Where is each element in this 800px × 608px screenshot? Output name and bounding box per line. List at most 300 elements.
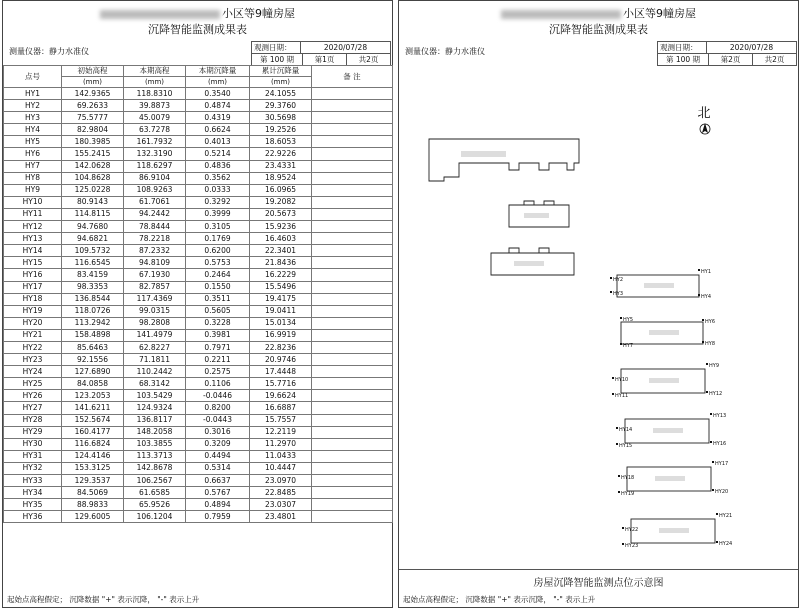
cumulative-settlement: 16.0965 bbox=[250, 184, 312, 196]
period-settlement: 0.5605 bbox=[186, 305, 250, 317]
point-label: HY11 bbox=[615, 393, 629, 399]
monitoring-point-marker bbox=[610, 277, 612, 279]
point-id: HY19 bbox=[4, 305, 62, 317]
remark-cell bbox=[312, 390, 393, 402]
cumulative-settlement: 19.2082 bbox=[250, 196, 312, 208]
table-row bbox=[4, 208, 393, 220]
monitoring-point-marker bbox=[612, 377, 614, 379]
remark-cell bbox=[312, 257, 393, 269]
table-row bbox=[4, 160, 393, 172]
current-elevation: 108.9263 bbox=[124, 184, 186, 196]
remark-cell bbox=[312, 305, 393, 317]
monitoring-point-marker bbox=[612, 393, 614, 395]
point-id: HY15 bbox=[4, 257, 62, 269]
current-elevation: 99.0315 bbox=[124, 305, 186, 317]
point-label: HY12 bbox=[709, 391, 723, 397]
table-row bbox=[4, 172, 393, 184]
point-label: HY3 bbox=[613, 291, 623, 297]
cumulative-settlement: 12.2119 bbox=[250, 426, 312, 438]
period-settlement: 0.1106 bbox=[186, 378, 250, 390]
initial-elevation: 88.9833 bbox=[62, 499, 124, 511]
building-f bbox=[621, 369, 705, 393]
period-settlement: 0.5767 bbox=[186, 487, 250, 499]
cumulative-settlement: 16.6887 bbox=[250, 402, 312, 414]
period-settlement: 0.4013 bbox=[186, 136, 250, 148]
remark-cell bbox=[312, 136, 393, 148]
current-elevation: 68.3142 bbox=[124, 378, 186, 390]
monitoring-point-marker bbox=[698, 294, 700, 296]
point-id: HY29 bbox=[4, 426, 62, 438]
point-id: HY25 bbox=[4, 378, 62, 390]
monitoring-point-marker bbox=[620, 317, 622, 319]
cumulative-settlement: 23.4801 bbox=[250, 511, 312, 523]
current-elevation: 94.8109 bbox=[124, 257, 186, 269]
obs-date-label: 观测日期： bbox=[254, 43, 292, 52]
cumulative-settlement: 15.0134 bbox=[250, 317, 312, 329]
table-row bbox=[4, 100, 393, 112]
current-elevation: 103.3855 bbox=[124, 438, 186, 450]
initial-elevation: 75.5777 bbox=[62, 112, 124, 124]
table-row bbox=[4, 354, 393, 366]
period-settlement: 0.2575 bbox=[186, 366, 250, 378]
period-settlement: 0.7971 bbox=[186, 341, 250, 353]
unit: (mm) bbox=[186, 77, 250, 88]
monitoring-point-marker bbox=[616, 427, 618, 429]
redacted-text bbox=[501, 10, 621, 19]
point-id: HY2 bbox=[4, 100, 62, 112]
initial-elevation: 113.2942 bbox=[62, 317, 124, 329]
period-settlement: 0.3999 bbox=[186, 208, 250, 220]
point-id: HY30 bbox=[4, 438, 62, 450]
period: 第 100 期 bbox=[665, 55, 701, 64]
remark-cell bbox=[312, 160, 393, 172]
monitoring-point-marker bbox=[620, 343, 622, 345]
initial-elevation: 116.6824 bbox=[62, 438, 124, 450]
remark-cell bbox=[312, 438, 393, 450]
remark-cell bbox=[312, 450, 393, 462]
point-id: HY10 bbox=[4, 196, 62, 208]
obs-date: 2020/07/28 bbox=[300, 42, 390, 53]
initial-elevation: 142.9365 bbox=[62, 88, 124, 100]
current-elevation: 106.2567 bbox=[124, 475, 186, 487]
table-row bbox=[4, 390, 393, 402]
point-id: HY12 bbox=[4, 221, 62, 233]
point-id: HY31 bbox=[4, 450, 62, 462]
cumulative-settlement: 20.9746 bbox=[250, 354, 312, 366]
point-label: HY16 bbox=[713, 441, 727, 447]
table-row bbox=[4, 148, 393, 160]
initial-elevation: 141.6211 bbox=[62, 402, 124, 414]
point-id: HY20 bbox=[4, 317, 62, 329]
point-id: HY34 bbox=[4, 487, 62, 499]
point-label: HY1 bbox=[701, 269, 711, 275]
current-elevation: 124.9324 bbox=[124, 402, 186, 414]
left-footer: 起始点高程假定； 沉降数据 "+" 表示沉降， "-" 表示上升 bbox=[7, 595, 200, 604]
table-row bbox=[4, 438, 393, 450]
remark-cell bbox=[312, 281, 393, 293]
period-settlement: 0.4874 bbox=[186, 100, 250, 112]
unit: (mm) bbox=[62, 77, 124, 88]
remark-cell bbox=[312, 402, 393, 414]
right-header bbox=[399, 7, 798, 21]
cumulative-settlement: 16.9919 bbox=[250, 329, 312, 341]
right-meta-box bbox=[657, 41, 797, 66]
period-settlement: -0.0446 bbox=[186, 390, 250, 402]
current-elevation: 39.8873 bbox=[124, 100, 186, 112]
cumulative-settlement: 19.6624 bbox=[250, 390, 312, 402]
building-e bbox=[621, 322, 703, 344]
cumulative-settlement: 24.1055 bbox=[250, 88, 312, 100]
remark-cell bbox=[312, 233, 393, 245]
period-settlement: 0.6637 bbox=[186, 475, 250, 487]
period-settlement: 0.7959 bbox=[186, 511, 250, 523]
period-settlement: 0.3228 bbox=[186, 317, 250, 329]
remark-cell bbox=[312, 100, 393, 112]
period-settlement: 0.3016 bbox=[186, 426, 250, 438]
point-id: HY1 bbox=[4, 88, 62, 100]
table-row bbox=[4, 329, 393, 341]
current-elevation: 78.2218 bbox=[124, 233, 186, 245]
cumulative-settlement: 15.7716 bbox=[250, 378, 312, 390]
monitoring-point-marker bbox=[710, 441, 712, 443]
period-settlement: 0.6624 bbox=[186, 124, 250, 136]
table-row bbox=[4, 487, 393, 499]
initial-elevation: 92.1556 bbox=[62, 354, 124, 366]
monitoring-point-marker bbox=[702, 341, 704, 343]
initial-elevation: 94.6821 bbox=[62, 233, 124, 245]
initial-elevation: 153.3125 bbox=[62, 462, 124, 474]
initial-elevation: 114.8115 bbox=[62, 208, 124, 220]
monitoring-point-marker bbox=[616, 443, 618, 445]
point-label: HY10 bbox=[615, 377, 629, 383]
point-id: HY33 bbox=[4, 475, 62, 487]
current-elevation: 113.3713 bbox=[124, 450, 186, 462]
cumulative-settlement: 23.0970 bbox=[250, 475, 312, 487]
current-elevation: 67.1930 bbox=[124, 269, 186, 281]
point-label: HY13 bbox=[713, 413, 727, 419]
point-label: HY5 bbox=[623, 317, 633, 323]
remark-cell bbox=[312, 172, 393, 184]
point-label: HY21 bbox=[719, 513, 733, 519]
table-row bbox=[4, 269, 393, 281]
point-id: HY5 bbox=[4, 136, 62, 148]
initial-elevation: 127.6890 bbox=[62, 366, 124, 378]
cumulative-settlement: 17.4448 bbox=[250, 366, 312, 378]
remark-cell bbox=[312, 414, 393, 426]
remark-cell bbox=[312, 366, 393, 378]
monitoring-point-marker bbox=[716, 513, 718, 515]
table-row bbox=[4, 317, 393, 329]
current-elevation: 141.4979 bbox=[124, 329, 186, 341]
table-row bbox=[4, 366, 393, 378]
current-elevation: 61.6585 bbox=[124, 487, 186, 499]
cumulative-settlement: 16.2229 bbox=[250, 269, 312, 281]
building-b bbox=[509, 201, 569, 227]
current-elevation: 65.9526 bbox=[124, 499, 186, 511]
cumulative-settlement: 23.4331 bbox=[250, 160, 312, 172]
cumulative-settlement: 22.3401 bbox=[250, 245, 312, 257]
page-no: 第1页 bbox=[302, 54, 346, 65]
right-title: 沉降智能监测成果表 bbox=[549, 23, 648, 36]
period-settlement: 0.5214 bbox=[186, 148, 250, 160]
north-arrow bbox=[697, 106, 710, 134]
col-remark: 备 注 bbox=[312, 66, 393, 88]
initial-elevation: 129.3537 bbox=[62, 475, 124, 487]
period-settlement: 0.3209 bbox=[186, 438, 250, 450]
current-elevation: 117.4369 bbox=[124, 293, 186, 305]
current-elevation: 45.0079 bbox=[124, 112, 186, 124]
initial-elevation: 80.9143 bbox=[62, 196, 124, 208]
initial-elevation: 180.3985 bbox=[62, 136, 124, 148]
initial-elevation: 142.0628 bbox=[62, 160, 124, 172]
point-id: HY22 bbox=[4, 341, 62, 353]
monitoring-point-marker bbox=[710, 413, 712, 415]
results-table bbox=[3, 65, 393, 523]
current-elevation: 78.8444 bbox=[124, 221, 186, 233]
cumulative-settlement: 11.0433 bbox=[250, 450, 312, 462]
initial-elevation: 83.4159 bbox=[62, 269, 124, 281]
period-settlement: 0.4836 bbox=[186, 160, 250, 172]
period-settlement: 0.3511 bbox=[186, 293, 250, 305]
initial-elevation: 136.8544 bbox=[62, 293, 124, 305]
current-elevation: 82.7857 bbox=[124, 281, 186, 293]
current-elevation: 110.2442 bbox=[124, 366, 186, 378]
point-label: HY18 bbox=[621, 475, 635, 481]
point-id: HY32 bbox=[4, 462, 62, 474]
right-page bbox=[398, 0, 799, 608]
left-header bbox=[3, 7, 392, 21]
remark-cell bbox=[312, 341, 393, 353]
col-point: 点号 bbox=[4, 66, 62, 88]
current-elevation: 148.2058 bbox=[124, 426, 186, 438]
point-id: HY28 bbox=[4, 414, 62, 426]
current-elevation: 63.7278 bbox=[124, 124, 186, 136]
remark-cell bbox=[312, 426, 393, 438]
cumulative-settlement: 19.0411 bbox=[250, 305, 312, 317]
monitoring-point-marker bbox=[712, 489, 714, 491]
initial-elevation: 152.5674 bbox=[62, 414, 124, 426]
initial-elevation: 158.4898 bbox=[62, 329, 124, 341]
monitoring-point-marker bbox=[712, 461, 714, 463]
current-elevation: 161.7932 bbox=[124, 136, 186, 148]
table-row bbox=[4, 136, 393, 148]
current-elevation: 106.1204 bbox=[124, 511, 186, 523]
initial-elevation: 69.2633 bbox=[62, 100, 124, 112]
cumulative-settlement: 22.8485 bbox=[250, 487, 312, 499]
table-row bbox=[4, 402, 393, 414]
period-settlement: 0.1550 bbox=[186, 281, 250, 293]
point-label: HY23 bbox=[625, 543, 639, 549]
initial-elevation: 98.3353 bbox=[62, 281, 124, 293]
point-id: HY26 bbox=[4, 390, 62, 402]
table-row bbox=[4, 245, 393, 257]
remark-cell bbox=[312, 378, 393, 390]
remark-cell bbox=[312, 487, 393, 499]
monitoring-point-marker bbox=[706, 391, 708, 393]
remark-cell bbox=[312, 148, 393, 160]
remark-cell bbox=[312, 208, 393, 220]
cumulative-settlement: 15.5496 bbox=[250, 281, 312, 293]
remark-cell bbox=[312, 184, 393, 196]
initial-elevation: 125.0228 bbox=[62, 184, 124, 196]
remark-cell bbox=[312, 269, 393, 281]
cumulative-settlement: 19.4175 bbox=[250, 293, 312, 305]
point-id: HY14 bbox=[4, 245, 62, 257]
period-settlement: 0.3292 bbox=[186, 196, 250, 208]
col-cumulative: 累计沉降量 bbox=[250, 66, 312, 77]
remark-cell bbox=[312, 511, 393, 523]
cumulative-settlement: 15.9236 bbox=[250, 221, 312, 233]
initial-elevation: 118.0726 bbox=[62, 305, 124, 317]
initial-elevation: 123.2053 bbox=[62, 390, 124, 402]
table-row bbox=[4, 196, 393, 208]
north-label: 北 bbox=[697, 106, 711, 121]
monitoring-point-marker bbox=[706, 363, 708, 365]
remark-cell bbox=[312, 293, 393, 305]
point-id: HY24 bbox=[4, 366, 62, 378]
point-id: HY4 bbox=[4, 124, 62, 136]
redacted-text bbox=[100, 10, 220, 19]
obs-date: 2020/07/28 bbox=[706, 42, 796, 53]
remark-cell bbox=[312, 221, 393, 233]
table-row bbox=[4, 499, 393, 511]
cumulative-settlement: 23.0307 bbox=[250, 499, 312, 511]
left-page bbox=[2, 0, 393, 608]
period-settlement: 0.5753 bbox=[186, 257, 250, 269]
point-label: HY9 bbox=[709, 363, 719, 369]
remark-cell bbox=[312, 475, 393, 487]
monitoring-point-marker bbox=[618, 491, 620, 493]
point-label: HY2 bbox=[613, 277, 623, 283]
period-settlement: 0.2211 bbox=[186, 354, 250, 366]
period-settlement: 0.4894 bbox=[186, 499, 250, 511]
current-elevation: 142.8678 bbox=[124, 462, 186, 474]
header-suffix: 小区等9幢房屋 bbox=[623, 7, 696, 20]
page-no: 第2页 bbox=[708, 54, 752, 65]
table-row bbox=[4, 450, 393, 462]
point-id: HY35 bbox=[4, 499, 62, 511]
point-label: HY24 bbox=[719, 541, 733, 547]
cumulative-settlement: 11.2970 bbox=[250, 438, 312, 450]
col-current: 本期高程 bbox=[124, 66, 186, 77]
table-row bbox=[4, 233, 393, 245]
cumulative-settlement: 10.4447 bbox=[250, 462, 312, 474]
period-settlement: 0.4319 bbox=[186, 112, 250, 124]
current-elevation: 103.5429 bbox=[124, 390, 186, 402]
current-elevation: 71.1811 bbox=[124, 354, 186, 366]
initial-elevation: 155.2415 bbox=[62, 148, 124, 160]
point-id: HY6 bbox=[4, 148, 62, 160]
point-label: HY4 bbox=[701, 294, 711, 300]
point-label: HY19 bbox=[621, 491, 635, 497]
point-label: HY22 bbox=[625, 527, 639, 533]
period-settlement: 0.5314 bbox=[186, 462, 250, 474]
building-a bbox=[429, 139, 579, 181]
initial-elevation: 84.0858 bbox=[62, 378, 124, 390]
current-elevation: 136.8117 bbox=[124, 414, 186, 426]
remark-cell bbox=[312, 88, 393, 100]
building-h bbox=[627, 467, 711, 491]
remark-cell bbox=[312, 196, 393, 208]
table-row bbox=[4, 378, 393, 390]
point-id: HY17 bbox=[4, 281, 62, 293]
cumulative-settlement: 16.4603 bbox=[250, 233, 312, 245]
period-settlement: 0.3562 bbox=[186, 172, 250, 184]
map-title: 房屋沉降智能监测点位示意图 bbox=[399, 569, 798, 589]
obs-date-label: 观测日期： bbox=[660, 43, 698, 52]
right-footer: 起始点高程假定； 沉降数据 "+" 表示沉降， "-" 表示上升 bbox=[403, 595, 596, 604]
monitoring-point-marker bbox=[702, 319, 704, 321]
point-id: HY27 bbox=[4, 402, 62, 414]
point-id: HY7 bbox=[4, 160, 62, 172]
unit: (mm) bbox=[250, 77, 312, 88]
point-id: HY21 bbox=[4, 329, 62, 341]
table-row bbox=[4, 184, 393, 196]
remark-cell bbox=[312, 245, 393, 257]
point-id: HY8 bbox=[4, 172, 62, 184]
initial-elevation: 160.4177 bbox=[62, 426, 124, 438]
cumulative-settlement: 22.8236 bbox=[250, 341, 312, 353]
current-elevation: 132.3190 bbox=[124, 148, 186, 160]
header-suffix: 小区等9幢房屋 bbox=[222, 7, 295, 20]
table-row bbox=[4, 305, 393, 317]
period-settlement: -0.0443 bbox=[186, 414, 250, 426]
monitoring-point-marker bbox=[618, 475, 620, 477]
remark-cell bbox=[312, 329, 393, 341]
unit: (mm) bbox=[124, 77, 186, 88]
table-row bbox=[4, 426, 393, 438]
period-settlement: 0.1769 bbox=[186, 233, 250, 245]
left-title: 沉降智能监测成果表 bbox=[148, 23, 247, 36]
initial-elevation: 82.9804 bbox=[62, 124, 124, 136]
cumulative-settlement: 22.9226 bbox=[250, 148, 312, 160]
cumulative-settlement: 18.6053 bbox=[250, 136, 312, 148]
cumulative-settlement: 30.5698 bbox=[250, 112, 312, 124]
initial-elevation: 104.8628 bbox=[62, 172, 124, 184]
table-row bbox=[4, 124, 393, 136]
initial-elevation: 124.4146 bbox=[62, 450, 124, 462]
building-g bbox=[625, 419, 709, 443]
point-id: HY3 bbox=[4, 112, 62, 124]
cumulative-settlement: 18.9524 bbox=[250, 172, 312, 184]
monitoring-point-marker bbox=[622, 527, 624, 529]
table-row bbox=[4, 281, 393, 293]
table-row bbox=[4, 257, 393, 269]
current-elevation: 94.2442 bbox=[124, 208, 186, 220]
building-i bbox=[631, 519, 715, 543]
col-initial: 初始高程 bbox=[62, 66, 124, 77]
remark-cell bbox=[312, 499, 393, 511]
current-elevation: 62.8227 bbox=[124, 341, 186, 353]
cumulative-settlement: 19.2526 bbox=[250, 124, 312, 136]
point-id: HY16 bbox=[4, 269, 62, 281]
remark-cell bbox=[312, 112, 393, 124]
col-period-settle: 本期沉降量 bbox=[186, 66, 250, 77]
site-plan bbox=[399, 67, 798, 567]
table-row bbox=[4, 511, 393, 523]
table-row bbox=[4, 88, 393, 100]
initial-elevation: 109.5732 bbox=[62, 245, 124, 257]
period-settlement: 0.2464 bbox=[186, 269, 250, 281]
remark-cell bbox=[312, 462, 393, 474]
page-total: 共2页 bbox=[752, 54, 796, 65]
point-id: HY36 bbox=[4, 511, 62, 523]
table-row bbox=[4, 293, 393, 305]
period-settlement: 0.8200 bbox=[186, 402, 250, 414]
table-row bbox=[4, 112, 393, 124]
point-id: HY11 bbox=[4, 208, 62, 220]
table-row bbox=[4, 475, 393, 487]
